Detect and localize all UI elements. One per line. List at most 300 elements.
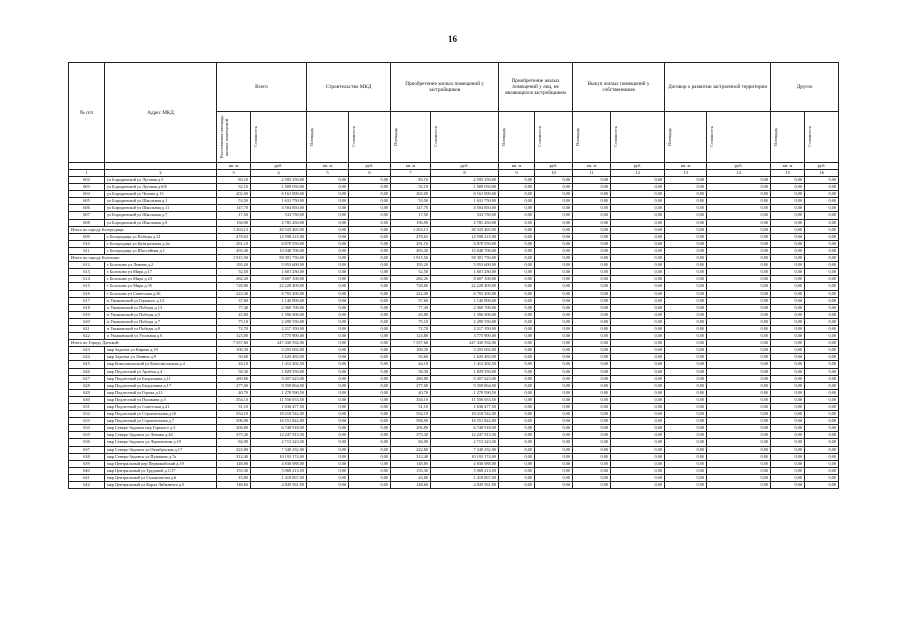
unit-area: кв. м bbox=[499, 163, 535, 170]
total-area-cell: 156,90 bbox=[217, 219, 251, 226]
zero-value-cell: 0,00 bbox=[805, 325, 839, 332]
zero-value-cell: 0,00 bbox=[771, 482, 805, 489]
total-cost-cell: 1 601 250,00 bbox=[251, 269, 307, 276]
header-area: Площадь bbox=[573, 112, 611, 163]
zero-value-cell: 0,00 bbox=[499, 375, 535, 382]
developer-cost-cell: 1 589 050,00 bbox=[431, 184, 499, 191]
zero-value-cell: 0,00 bbox=[573, 347, 611, 354]
zero-value-cell: 0,00 bbox=[707, 425, 771, 432]
developer-area-cell: 147,70 bbox=[391, 205, 431, 212]
total-area-cell: 478,63 bbox=[217, 233, 251, 240]
zero-value-cell: 0,00 bbox=[535, 311, 573, 318]
developer-area-cell: 148,80 bbox=[391, 460, 431, 467]
zero-value-cell: 0,00 bbox=[611, 382, 665, 389]
zero-value-cell: 0,00 bbox=[611, 482, 665, 489]
zero-value-cell: 0,00 bbox=[707, 389, 771, 396]
zero-value-cell: 0,00 bbox=[771, 191, 805, 198]
zero-value-cell: 0,00 bbox=[707, 460, 771, 467]
total-area-cell: 195,20 bbox=[217, 262, 251, 269]
table-row bbox=[69, 460, 839, 467]
construction-area-cell: 0,00 bbox=[307, 226, 349, 233]
zero-value-cell: 0,00 bbox=[665, 212, 707, 219]
zero-value-cell: 0,00 bbox=[535, 389, 573, 396]
table-row bbox=[69, 467, 839, 474]
row-number: 642 bbox=[69, 482, 105, 489]
zero-value-cell: 0,00 bbox=[707, 240, 771, 247]
zero-value-cell: 0,00 bbox=[499, 474, 535, 481]
total-cost-cell: 1 278 590,50 bbox=[251, 389, 307, 396]
address-cell: п Ушаковский ул Горького д.14 bbox=[105, 297, 217, 304]
zero-value-cell: 0,00 bbox=[771, 226, 805, 233]
total-cost-cell: 9 358 864,00 bbox=[251, 382, 307, 389]
construction-cost-cell: 0,00 bbox=[349, 340, 391, 347]
total-area-cell: 123,80 bbox=[217, 333, 251, 340]
zero-value-cell: 0,00 bbox=[665, 418, 707, 425]
developer-cost-cell: 5 068 213,50 bbox=[431, 467, 499, 474]
construction-cost-cell: 0,00 bbox=[349, 467, 391, 474]
zero-value-cell: 0,00 bbox=[499, 347, 535, 354]
construction-area-cell: 0,00 bbox=[307, 354, 349, 361]
total-area-cell: 148,60 bbox=[217, 482, 251, 489]
zero-value-cell: 0,00 bbox=[707, 290, 771, 297]
zero-value-cell: 0,00 bbox=[771, 411, 805, 418]
total-cost-cell: 1 589 050,00 bbox=[251, 184, 307, 191]
total-area-cell: 52,10 bbox=[217, 184, 251, 191]
construction-cost-cell: 0,00 bbox=[349, 177, 391, 184]
zero-value-cell: 0,00 bbox=[535, 219, 573, 226]
construction-area-cell: 0,00 bbox=[307, 333, 349, 340]
construction-area-cell: 0,00 bbox=[307, 425, 349, 432]
header-cost: Стоимость bbox=[535, 112, 573, 163]
developer-cost-cell: 1 620 465,00 bbox=[431, 354, 499, 361]
address-cell: мкр Центральный ул Карла Либкнехта д.5 bbox=[105, 482, 217, 489]
zero-value-cell: 0,00 bbox=[499, 439, 535, 446]
column-number: 15 bbox=[771, 170, 805, 177]
unit-area: кв. м bbox=[307, 163, 349, 170]
zero-value-cell: 0,00 bbox=[707, 467, 771, 474]
zero-value-cell: 0,00 bbox=[707, 283, 771, 290]
header-group-construction: Строительство МКД bbox=[307, 63, 391, 112]
address-cell: г Болохово ул Мира д.23 bbox=[105, 276, 217, 283]
zero-value-cell: 0,00 bbox=[499, 226, 535, 233]
total-cost-cell: 11 556 053,50 bbox=[251, 396, 307, 403]
row-number: 616 bbox=[69, 290, 105, 297]
zero-value-cell: 0,00 bbox=[611, 375, 665, 382]
table-row bbox=[69, 453, 839, 460]
zero-value-cell: 0,00 bbox=[771, 439, 805, 446]
total-cost-cell: 1 146 800,00 bbox=[251, 297, 307, 304]
construction-area-cell: 0,00 bbox=[307, 411, 349, 418]
zero-value-cell: 0,00 bbox=[535, 340, 573, 347]
zero-value-cell: 0,00 bbox=[535, 226, 573, 233]
zero-value-cell: 0,00 bbox=[771, 347, 805, 354]
table-row bbox=[69, 474, 839, 481]
developer-area-cell: 291,10 bbox=[391, 240, 431, 247]
row-number: 641 bbox=[69, 474, 105, 481]
developer-cost-cell: 14 598 215,00 bbox=[431, 233, 499, 240]
address-cell: п Ушаковский ул Победы д.5 bbox=[105, 311, 217, 318]
zero-value-cell: 0,00 bbox=[805, 439, 839, 446]
developer-cost-cell: 2 595 550,00 bbox=[431, 177, 499, 184]
zero-value-cell: 0,00 bbox=[665, 184, 707, 191]
table-row bbox=[69, 375, 839, 382]
zero-value-cell: 0,00 bbox=[805, 446, 839, 453]
zero-value-cell: 0,00 bbox=[499, 276, 535, 283]
table-row bbox=[69, 382, 839, 389]
zero-value-cell: 0,00 bbox=[573, 297, 611, 304]
construction-area-cell: 0,00 bbox=[307, 283, 349, 290]
zero-value-cell: 0,00 bbox=[499, 184, 535, 191]
developer-cost-cell: 4 849 561,00 bbox=[431, 482, 499, 489]
zero-value-cell: 0,00 bbox=[573, 453, 611, 460]
row-number: 614 bbox=[69, 276, 105, 283]
construction-area-cell: 0,00 bbox=[307, 290, 349, 297]
total-area-cell: 312,40 bbox=[217, 453, 251, 460]
zero-value-cell: 0,00 bbox=[805, 219, 839, 226]
developer-area-cell: 44,10 bbox=[391, 361, 431, 368]
total-cost-cell: 6 161 000,00 bbox=[251, 191, 307, 198]
zero-value-cell: 0,00 bbox=[707, 233, 771, 240]
row-number: 628 bbox=[69, 382, 105, 389]
total-row bbox=[69, 226, 839, 233]
address-cell: мкр Задонье ул Ленина д.9 bbox=[105, 354, 217, 361]
row-number: 620 bbox=[69, 318, 105, 325]
total-area-cell: 375,30 bbox=[217, 432, 251, 439]
developer-cost-cell: 7 340 232,00 bbox=[431, 446, 499, 453]
developer-area-cell: 77,40 bbox=[391, 304, 431, 311]
construction-cost-cell: 0,00 bbox=[349, 439, 391, 446]
zero-value-cell: 0,00 bbox=[665, 411, 707, 418]
table-row bbox=[69, 396, 839, 403]
developer-cost-cell: 2 290 550,00 bbox=[431, 318, 499, 325]
zero-value-cell: 0,00 bbox=[707, 255, 771, 262]
zero-value-cell: 0,00 bbox=[611, 184, 665, 191]
zero-value-cell: 0,00 bbox=[771, 290, 805, 297]
column-number: 14 bbox=[707, 170, 771, 177]
zero-value-cell: 0,00 bbox=[573, 304, 611, 311]
developer-area-cell: 282,20 bbox=[391, 276, 431, 283]
zero-value-cell: 0,00 bbox=[499, 361, 535, 368]
construction-cost-cell: 0,00 bbox=[349, 411, 391, 418]
construction-cost-cell: 0,00 bbox=[349, 425, 391, 432]
zero-value-cell: 0,00 bbox=[573, 396, 611, 403]
header-cost: Стоимость bbox=[805, 112, 839, 163]
zero-value-cell: 0,00 bbox=[611, 290, 665, 297]
zero-value-cell: 0,00 bbox=[805, 177, 839, 184]
zero-value-cell: 0,00 bbox=[535, 290, 573, 297]
column-number: 10 bbox=[535, 170, 573, 177]
zero-value-cell: 0,00 bbox=[665, 240, 707, 247]
zero-value-cell: 0,00 bbox=[805, 361, 839, 368]
table-row bbox=[69, 446, 839, 453]
zero-value-cell: 0,00 bbox=[665, 276, 707, 283]
zero-value-cell: 0,00 bbox=[535, 446, 573, 453]
address-cell: г Болохово ул Ленина д.2 bbox=[105, 262, 217, 269]
construction-area-cell: 0,00 bbox=[307, 340, 349, 347]
zero-value-cell: 0,00 bbox=[707, 191, 771, 198]
table-row bbox=[69, 247, 839, 254]
zero-value-cell: 0,00 bbox=[665, 460, 707, 467]
table-row bbox=[69, 283, 839, 290]
zero-value-cell: 0,00 bbox=[665, 389, 707, 396]
unit-cost: руб. bbox=[707, 163, 771, 170]
unit-cost: руб. bbox=[805, 163, 839, 170]
zero-value-cell: 0,00 bbox=[499, 219, 535, 226]
unit-area: кв. м bbox=[665, 163, 707, 170]
developer-area-cell: 53,50 bbox=[391, 198, 431, 205]
zero-value-cell: 0,00 bbox=[805, 340, 839, 347]
construction-cost-cell: 0,00 bbox=[349, 219, 391, 226]
zero-value-cell: 0,00 bbox=[665, 247, 707, 254]
zero-value-cell: 0,00 bbox=[805, 474, 839, 481]
row-number: 617 bbox=[69, 297, 105, 304]
zero-value-cell: 0,00 bbox=[665, 269, 707, 276]
construction-cost-cell: 0,00 bbox=[349, 382, 391, 389]
construction-cost-cell: 0,00 bbox=[349, 247, 391, 254]
header-total-area: Расселяемая площадь жилых помещений bbox=[217, 112, 251, 163]
zero-value-cell: 0,00 bbox=[535, 404, 573, 411]
total-cost-cell: 15 048 700,00 bbox=[251, 247, 307, 254]
zero-value-cell: 0,00 bbox=[611, 247, 665, 254]
zero-value-cell: 0,00 bbox=[573, 255, 611, 262]
table-row bbox=[69, 439, 839, 446]
zero-value-cell: 0,00 bbox=[573, 432, 611, 439]
header-cost: Стоимость bbox=[611, 112, 665, 163]
construction-cost-cell: 0,00 bbox=[349, 269, 391, 276]
zero-value-cell: 0,00 bbox=[665, 453, 707, 460]
total-cost-cell: 247 430 592,00 bbox=[251, 340, 307, 347]
developer-area-cell: 478,63 bbox=[391, 233, 431, 240]
construction-cost-cell: 0,00 bbox=[349, 404, 391, 411]
zero-value-cell: 0,00 bbox=[665, 283, 707, 290]
address-cell: ул Бородинской ул Чехова д.13 bbox=[105, 191, 217, 198]
row-number: 611 bbox=[69, 247, 105, 254]
total-area-cell: 53,50 bbox=[217, 198, 251, 205]
unit-cost: руб. bbox=[251, 163, 307, 170]
table-row bbox=[69, 290, 839, 297]
table-row bbox=[69, 240, 839, 247]
row-number: 604 bbox=[69, 191, 105, 198]
zero-value-cell: 0,00 bbox=[707, 247, 771, 254]
zero-value-cell: 0,00 bbox=[707, 276, 771, 283]
total-area-cell: 51,10 bbox=[217, 404, 251, 411]
zero-value-cell: 0,00 bbox=[573, 262, 611, 269]
zero-value-cell: 0,00 bbox=[611, 325, 665, 332]
header-cost: Стоимость bbox=[431, 112, 499, 163]
total-area-cell: 1 263,13 bbox=[217, 226, 251, 233]
row-number: 606 bbox=[69, 205, 105, 212]
row-number: 602 bbox=[69, 177, 105, 184]
table-row bbox=[69, 411, 839, 418]
zero-value-cell: 0,00 bbox=[805, 389, 839, 396]
table-row bbox=[69, 198, 839, 205]
zero-value-cell: 0,00 bbox=[535, 297, 573, 304]
developer-area-cell: 375,30 bbox=[391, 432, 431, 439]
construction-area-cell: 0,00 bbox=[307, 432, 349, 439]
total-cost-cell: 1 636 477,50 bbox=[251, 404, 307, 411]
zero-value-cell: 0,00 bbox=[707, 368, 771, 375]
zero-value-cell: 0,00 bbox=[665, 304, 707, 311]
unit-area: кв. м bbox=[573, 163, 611, 170]
header-area: Площадь bbox=[499, 112, 535, 163]
zero-value-cell: 0,00 bbox=[665, 425, 707, 432]
total-cost-cell: 58 301 750,00 bbox=[251, 255, 307, 262]
address-cell: мкр Подлесный ул Багрушина д.11 bbox=[105, 375, 217, 382]
zero-value-cell: 0,00 bbox=[535, 361, 573, 368]
page-number: 16 bbox=[448, 34, 457, 44]
zero-value-cell: 0,00 bbox=[611, 255, 665, 262]
developer-cost-cell: 6 748 918,00 bbox=[431, 425, 499, 432]
developer-area-cell: 51,10 bbox=[391, 404, 431, 411]
total-area-cell: 222,40 bbox=[217, 290, 251, 297]
header-address: Адрес МКД bbox=[105, 63, 217, 163]
zero-value-cell: 0,00 bbox=[771, 233, 805, 240]
zero-value-cell: 0,00 bbox=[535, 318, 573, 325]
zero-value-cell: 0,00 bbox=[805, 382, 839, 389]
table-row bbox=[69, 219, 839, 226]
developer-area-cell: 195,20 bbox=[391, 262, 431, 269]
construction-area-cell: 0,00 bbox=[307, 460, 349, 467]
total-cost-cell: 4 785 450,00 bbox=[251, 219, 307, 226]
zero-value-cell: 0,00 bbox=[611, 240, 665, 247]
table-row bbox=[69, 233, 839, 240]
zero-value-cell: 0,00 bbox=[611, 311, 665, 318]
address-cell: мкр Подлесный ул Строительная д.10 bbox=[105, 411, 217, 418]
row-number: 634 bbox=[69, 425, 105, 432]
zero-value-cell: 0,00 bbox=[771, 262, 805, 269]
zero-value-cell: 0,00 bbox=[805, 375, 839, 382]
column-number: 3 bbox=[217, 170, 251, 177]
zero-value-cell: 0,00 bbox=[499, 177, 535, 184]
zero-value-cell: 0,00 bbox=[499, 446, 535, 453]
total-area-cell: 147,70 bbox=[217, 205, 251, 212]
zero-value-cell: 0,00 bbox=[771, 354, 805, 361]
zero-value-cell: 0,00 bbox=[573, 325, 611, 332]
total-cost-cell: 4 849 561,00 bbox=[251, 482, 307, 489]
zero-value-cell: 0,00 bbox=[573, 276, 611, 283]
zero-value-cell: 0,00 bbox=[771, 340, 805, 347]
zero-value-cell: 0,00 bbox=[665, 482, 707, 489]
address-cell: г Болохово ул Мира д.35 bbox=[105, 283, 217, 290]
construction-area-cell: 0,00 bbox=[307, 262, 349, 269]
zero-value-cell: 0,00 bbox=[499, 325, 535, 332]
zero-value-cell: 0,00 bbox=[707, 404, 771, 411]
total-label: Итого по Городу Донской: bbox=[69, 340, 217, 347]
total-area-cell: 202,00 bbox=[217, 191, 251, 198]
zero-value-cell: 0,00 bbox=[499, 311, 535, 318]
header-group-developers: Приобретение жилых помещений у застройщиков bbox=[391, 63, 499, 112]
developer-cost-cell: 4 785 450,00 bbox=[431, 219, 499, 226]
zero-value-cell: 0,00 bbox=[499, 283, 535, 290]
zero-value-cell: 0,00 bbox=[573, 340, 611, 347]
developer-area-cell: 148,60 bbox=[391, 482, 431, 489]
construction-cost-cell: 0,00 bbox=[349, 396, 391, 403]
developer-cost-cell: 6 783 200,00 bbox=[431, 290, 499, 297]
construction-cost-cell: 0,00 bbox=[349, 212, 391, 219]
zero-value-cell: 0,00 bbox=[805, 262, 839, 269]
zero-value-cell: 0,00 bbox=[611, 432, 665, 439]
zero-value-cell: 0,00 bbox=[611, 205, 665, 212]
developer-area-cell: 206,80 bbox=[391, 425, 431, 432]
zero-value-cell: 0,00 bbox=[805, 304, 839, 311]
total-area-cell: 291,10 bbox=[217, 240, 251, 247]
zero-value-cell: 0,00 bbox=[665, 205, 707, 212]
zero-value-cell: 0,00 bbox=[573, 425, 611, 432]
zero-value-cell: 0,00 bbox=[573, 361, 611, 368]
zero-value-cell: 0,00 bbox=[805, 318, 839, 325]
zero-value-cell: 0,00 bbox=[611, 404, 665, 411]
address-cell: г Богородицк ул Победы д.21 bbox=[105, 233, 217, 240]
total-cost-cell: 7 340 232,00 bbox=[251, 446, 307, 453]
zero-value-cell: 0,00 bbox=[665, 439, 707, 446]
developer-cost-cell: 12 247 913,50 bbox=[431, 432, 499, 439]
construction-area-cell: 0,00 bbox=[307, 212, 349, 219]
zero-value-cell: 0,00 bbox=[611, 474, 665, 481]
total-area-cell: 43,80 bbox=[217, 474, 251, 481]
zero-value-cell: 0,00 bbox=[535, 333, 573, 340]
zero-value-cell: 0,00 bbox=[771, 297, 805, 304]
total-area-cell: 52,50 bbox=[217, 269, 251, 276]
row-number: 603 bbox=[69, 184, 105, 191]
zero-value-cell: 0,00 bbox=[771, 389, 805, 396]
developer-cost-cell: 22 228 400,00 bbox=[431, 283, 499, 290]
zero-value-cell: 0,00 bbox=[707, 311, 771, 318]
zero-value-cell: 0,00 bbox=[573, 375, 611, 382]
zero-value-cell: 0,00 bbox=[573, 191, 611, 198]
zero-value-cell: 0,00 bbox=[573, 212, 611, 219]
zero-value-cell: 0,00 bbox=[611, 262, 665, 269]
row-number: 607 bbox=[69, 212, 105, 219]
zero-value-cell: 0,00 bbox=[535, 262, 573, 269]
zero-value-cell: 0,00 bbox=[611, 297, 665, 304]
header-area: Площадь bbox=[665, 112, 707, 163]
construction-area-cell: 0,00 bbox=[307, 404, 349, 411]
zero-value-cell: 0,00 bbox=[707, 375, 771, 382]
construction-area-cell: 0,00 bbox=[307, 198, 349, 205]
zero-value-cell: 0,00 bbox=[611, 396, 665, 403]
zero-value-cell: 0,00 bbox=[535, 411, 573, 418]
zero-value-cell: 0,00 bbox=[707, 304, 771, 311]
construction-area-cell: 0,00 bbox=[307, 191, 349, 198]
construction-cost-cell: 0,00 bbox=[349, 325, 391, 332]
developer-area-cell: 554,10 bbox=[391, 411, 431, 418]
zero-value-cell: 0,00 bbox=[499, 460, 535, 467]
address-cell: мкр Центральный ул Трудовой д.1/17 bbox=[105, 467, 217, 474]
zero-value-cell: 0,00 bbox=[535, 276, 573, 283]
developer-area-cell: 75,10 bbox=[391, 318, 431, 325]
zero-value-cell: 0,00 bbox=[771, 418, 805, 425]
zero-value-cell: 0,00 bbox=[611, 177, 665, 184]
developer-area-cell: 277,00 bbox=[391, 382, 431, 389]
zero-value-cell: 0,00 bbox=[611, 219, 665, 226]
total-cost-cell: 12 247 913,50 bbox=[251, 432, 307, 439]
zero-value-cell: 0,00 bbox=[771, 446, 805, 453]
zero-value-cell: 0,00 bbox=[707, 453, 771, 460]
zero-value-cell: 0,00 bbox=[665, 325, 707, 332]
header-area: Площадь bbox=[771, 112, 805, 163]
zero-value-cell: 0,00 bbox=[707, 262, 771, 269]
zero-value-cell: 0,00 bbox=[805, 467, 839, 474]
total-area-cell: 44,10 bbox=[217, 361, 251, 368]
zero-value-cell: 0,00 bbox=[805, 184, 839, 191]
zero-value-cell: 0,00 bbox=[611, 361, 665, 368]
zero-value-cell: 0,00 bbox=[535, 325, 573, 332]
total-area-cell: 84,90 bbox=[217, 439, 251, 446]
developer-cost-cell: 11 556 053,50 bbox=[431, 396, 499, 403]
zero-value-cell: 0,00 bbox=[805, 255, 839, 262]
zero-value-cell: 0,00 bbox=[805, 482, 839, 489]
zero-value-cell: 0,00 bbox=[805, 212, 839, 219]
